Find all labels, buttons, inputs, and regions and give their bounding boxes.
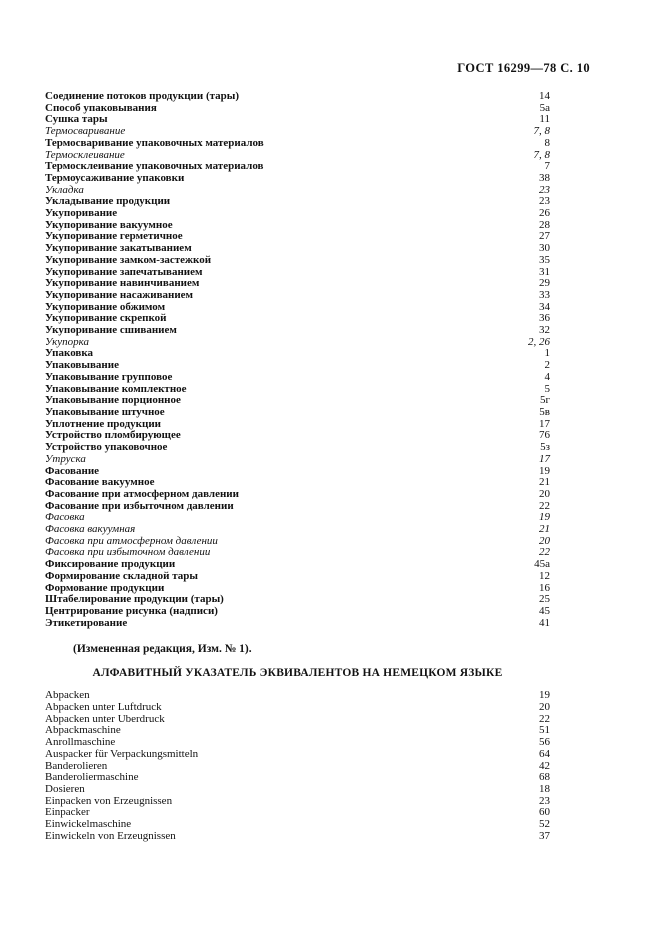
index-page-number: 22 [539,499,550,512]
index-term: Формирование складной тары [45,569,198,582]
index-term: Фасование [45,464,100,477]
index-page-number: 20 [539,487,550,500]
index-page-number: 64 [539,747,550,760]
index-page-number: 23 [539,794,550,807]
index-page-number: 31 [539,265,550,278]
index-term: Фасование при избыточном давлении [45,499,234,512]
index-term: Утруска [45,452,86,465]
index-page-number: 4 [544,370,550,383]
index-term: Einwickeln von Erzeugnissen [45,829,176,842]
index-page-number: 76 [539,429,550,442]
russian-index-list [45,91,550,629]
index-term: Einwickelmaschine [45,818,132,831]
index-page-number: 16 [539,581,550,594]
index-term: Укупоривание сшиванием [45,324,177,337]
index-page-number: 34 [539,300,550,313]
index-page-number: 14 [539,90,550,102]
index-page-number: 5в [539,405,550,418]
index-term: Укупоривание [45,207,118,220]
index-term: Abpackmaschine [45,724,121,737]
index-page-number: 68 [539,771,550,784]
index-page-number: 17 [539,452,550,465]
index-page-number: 35 [539,253,550,266]
index-term: Abpacken unter Uberdruck [45,712,165,725]
index-term: Упаковка [45,347,94,360]
index-term: Укупоривание герметичное [45,230,183,243]
index-row [45,208,550,220]
index-page-number: 45а [534,558,550,571]
index-page-number: 1 [544,347,550,360]
index-page-number: 41 [539,616,550,629]
index-term: Укупоривание вакуумное [45,218,173,231]
index-page-number: 5 [544,382,550,395]
index-page-number: 23 [539,183,550,196]
index-page-number: 19 [539,689,550,702]
index-row [45,196,550,208]
index-row [45,501,550,513]
index-row [45,103,550,115]
index-term: Фасовка при избыточном давлении [45,546,211,559]
index-page-number: 37 [539,829,550,842]
index-row [45,702,550,714]
index-term: Фиксирование продукции [45,558,176,571]
index-page-number: 2, 26 [528,335,550,348]
index-term: Укупоривание запечатыванием [45,265,203,278]
index-page-number: 33 [539,288,550,301]
index-term: Устройство упаковочное [45,441,168,454]
index-term: Упаковывание групповое [45,370,173,383]
index-page-number: 21 [539,476,550,489]
index-page-number: 45 [539,604,550,617]
index-term: Штабелирование продукции (тары) [45,593,224,606]
page-content [45,91,550,842]
index-page-number: 20 [539,701,550,714]
index-term: Фасование вакуумное [45,476,155,489]
index-row [45,91,550,103]
index-term: Einpacker [45,806,90,819]
index-row [45,772,550,784]
index-term: Anrollmaschine [45,736,116,749]
index-term: Укупоривание навинчиванием [45,277,200,290]
index-term: Термоусаживание упаковки [45,171,185,184]
index-term: Способ упаковывания [45,101,157,114]
index-term: Формование продукции [45,581,165,594]
index-page-number: 28 [539,218,550,231]
index-page-number: 36 [539,312,550,325]
german-index-list [45,690,550,842]
index-term: Термосваривание упаковочных материалов [45,136,264,149]
index-page-number: 19 [539,511,550,524]
index-row [45,749,550,761]
page-header: ГОСТ 16299—78 С. 10 [457,61,590,75]
index-term: Термосклеивание [45,148,125,161]
index-row [45,173,550,185]
index-term: Упаковывание комплектное [45,382,187,395]
index-page-number: 7 [544,160,550,173]
index-term: Упаковывание штучное [45,405,165,418]
index-term: Укупоривание скрепкой [45,312,167,325]
index-term: Термосваривание [45,125,126,138]
index-term: Dosieren [45,782,85,795]
index-page-number: 18 [539,782,550,795]
index-page-number: 60 [539,806,550,819]
index-term: Центрирование рисунка (надписи) [45,604,218,617]
index-page-number: 17 [539,417,550,430]
index-page-number: 5а [539,101,550,114]
index-row [45,454,550,466]
index-row [45,489,550,501]
index-term: Фасовка [45,511,85,524]
index-term: Укупорка [45,335,90,348]
index-term: Укладка [45,183,84,196]
index-page-number: 25 [539,593,550,606]
index-row [45,138,550,150]
index-row [45,255,550,267]
amendment-note: (Измененная редакция, Изм. № 1). [73,643,252,656]
index-term: Упаковывание порционное [45,394,181,407]
german-section-heading: АЛФАВИТНЫЙ УКАЗАТЕЛЬ ЭКВИВАЛЕНТОВ НА НЕМЕЦКОМ ЯЗЫКЕ [92,667,503,680]
index-row [45,618,550,630]
index-page-number: 7, 8 [533,125,550,138]
index-row [45,784,550,796]
index-term: Укупоривание насаживанием [45,288,194,301]
index-row [45,571,550,583]
index-page-number: 21 [539,523,550,536]
index-row [45,725,550,737]
index-page-number: 7, 8 [533,148,550,161]
index-term: Auspacker für Verpackungsmitteln [45,747,199,760]
index-page-number: 5г [539,394,550,407]
index-page-number: 20 [539,534,550,547]
index-page-number: 26 [539,207,550,220]
index-term: Abpacken unter Luftdruck [45,701,162,714]
index-term: Упаковывание [45,359,119,372]
index-page-number: 38 [539,171,550,184]
index-term: Укладывание продукции [45,195,171,208]
index-term: Соединение потоков продукции (тары) [45,90,240,102]
index-page-number: 52 [539,818,550,831]
index-page-number: 12 [539,569,550,582]
index-term: Устройство пломбирующее [45,429,181,442]
index-page-number: 32 [539,324,550,337]
index-row [45,796,550,808]
index-page-number: 22 [539,712,550,725]
index-page-number: 29 [539,277,550,290]
index-page-number: 56 [539,736,550,749]
index-page-number: 27 [539,230,550,243]
index-term: Фасовка вакуумная [45,523,136,536]
index-page-number: 23 [539,195,550,208]
index-row [45,831,550,843]
index-page-number: 22 [539,546,550,559]
index-term: Abpacken [45,689,90,702]
index-page-number: 8 [544,136,550,149]
index-row [45,290,550,302]
index-term: Banderoliermaschine [45,771,139,784]
index-term: Фасовка при атмосферном давлении [45,534,218,547]
index-term: Einpacken von Erzeugnissen [45,794,173,807]
index-page-number: 11 [539,113,550,126]
index-row [45,606,550,618]
index-term: Фасование при атмосферном давлении [45,487,239,500]
index-row [45,325,550,337]
index-page-number: 5з [540,441,550,454]
index-term: Этикетирование [45,616,128,629]
index-term: Сушка тары [45,113,108,126]
index-term: Укупоривание обжимом [45,300,166,313]
index-term: Banderolieren [45,759,108,772]
index-term: Уплотнение продукции [45,417,162,430]
index-row [45,524,550,536]
index-row [45,337,550,349]
index-term: Термосклеивание упаковочных материалов [45,160,264,173]
index-row [45,348,550,360]
index-row [45,442,550,454]
index-row [45,407,550,419]
index-page-number: 2 [544,359,550,372]
index-row [45,372,550,384]
index-page-number: 51 [539,724,550,737]
index-term: Укупоривание закатыванием [45,242,192,255]
index-page-number: 42 [539,759,550,772]
index-term: Укупоривание замком-застежкой [45,253,212,266]
index-page-number: 30 [539,242,550,255]
index-page-number: 19 [539,464,550,477]
